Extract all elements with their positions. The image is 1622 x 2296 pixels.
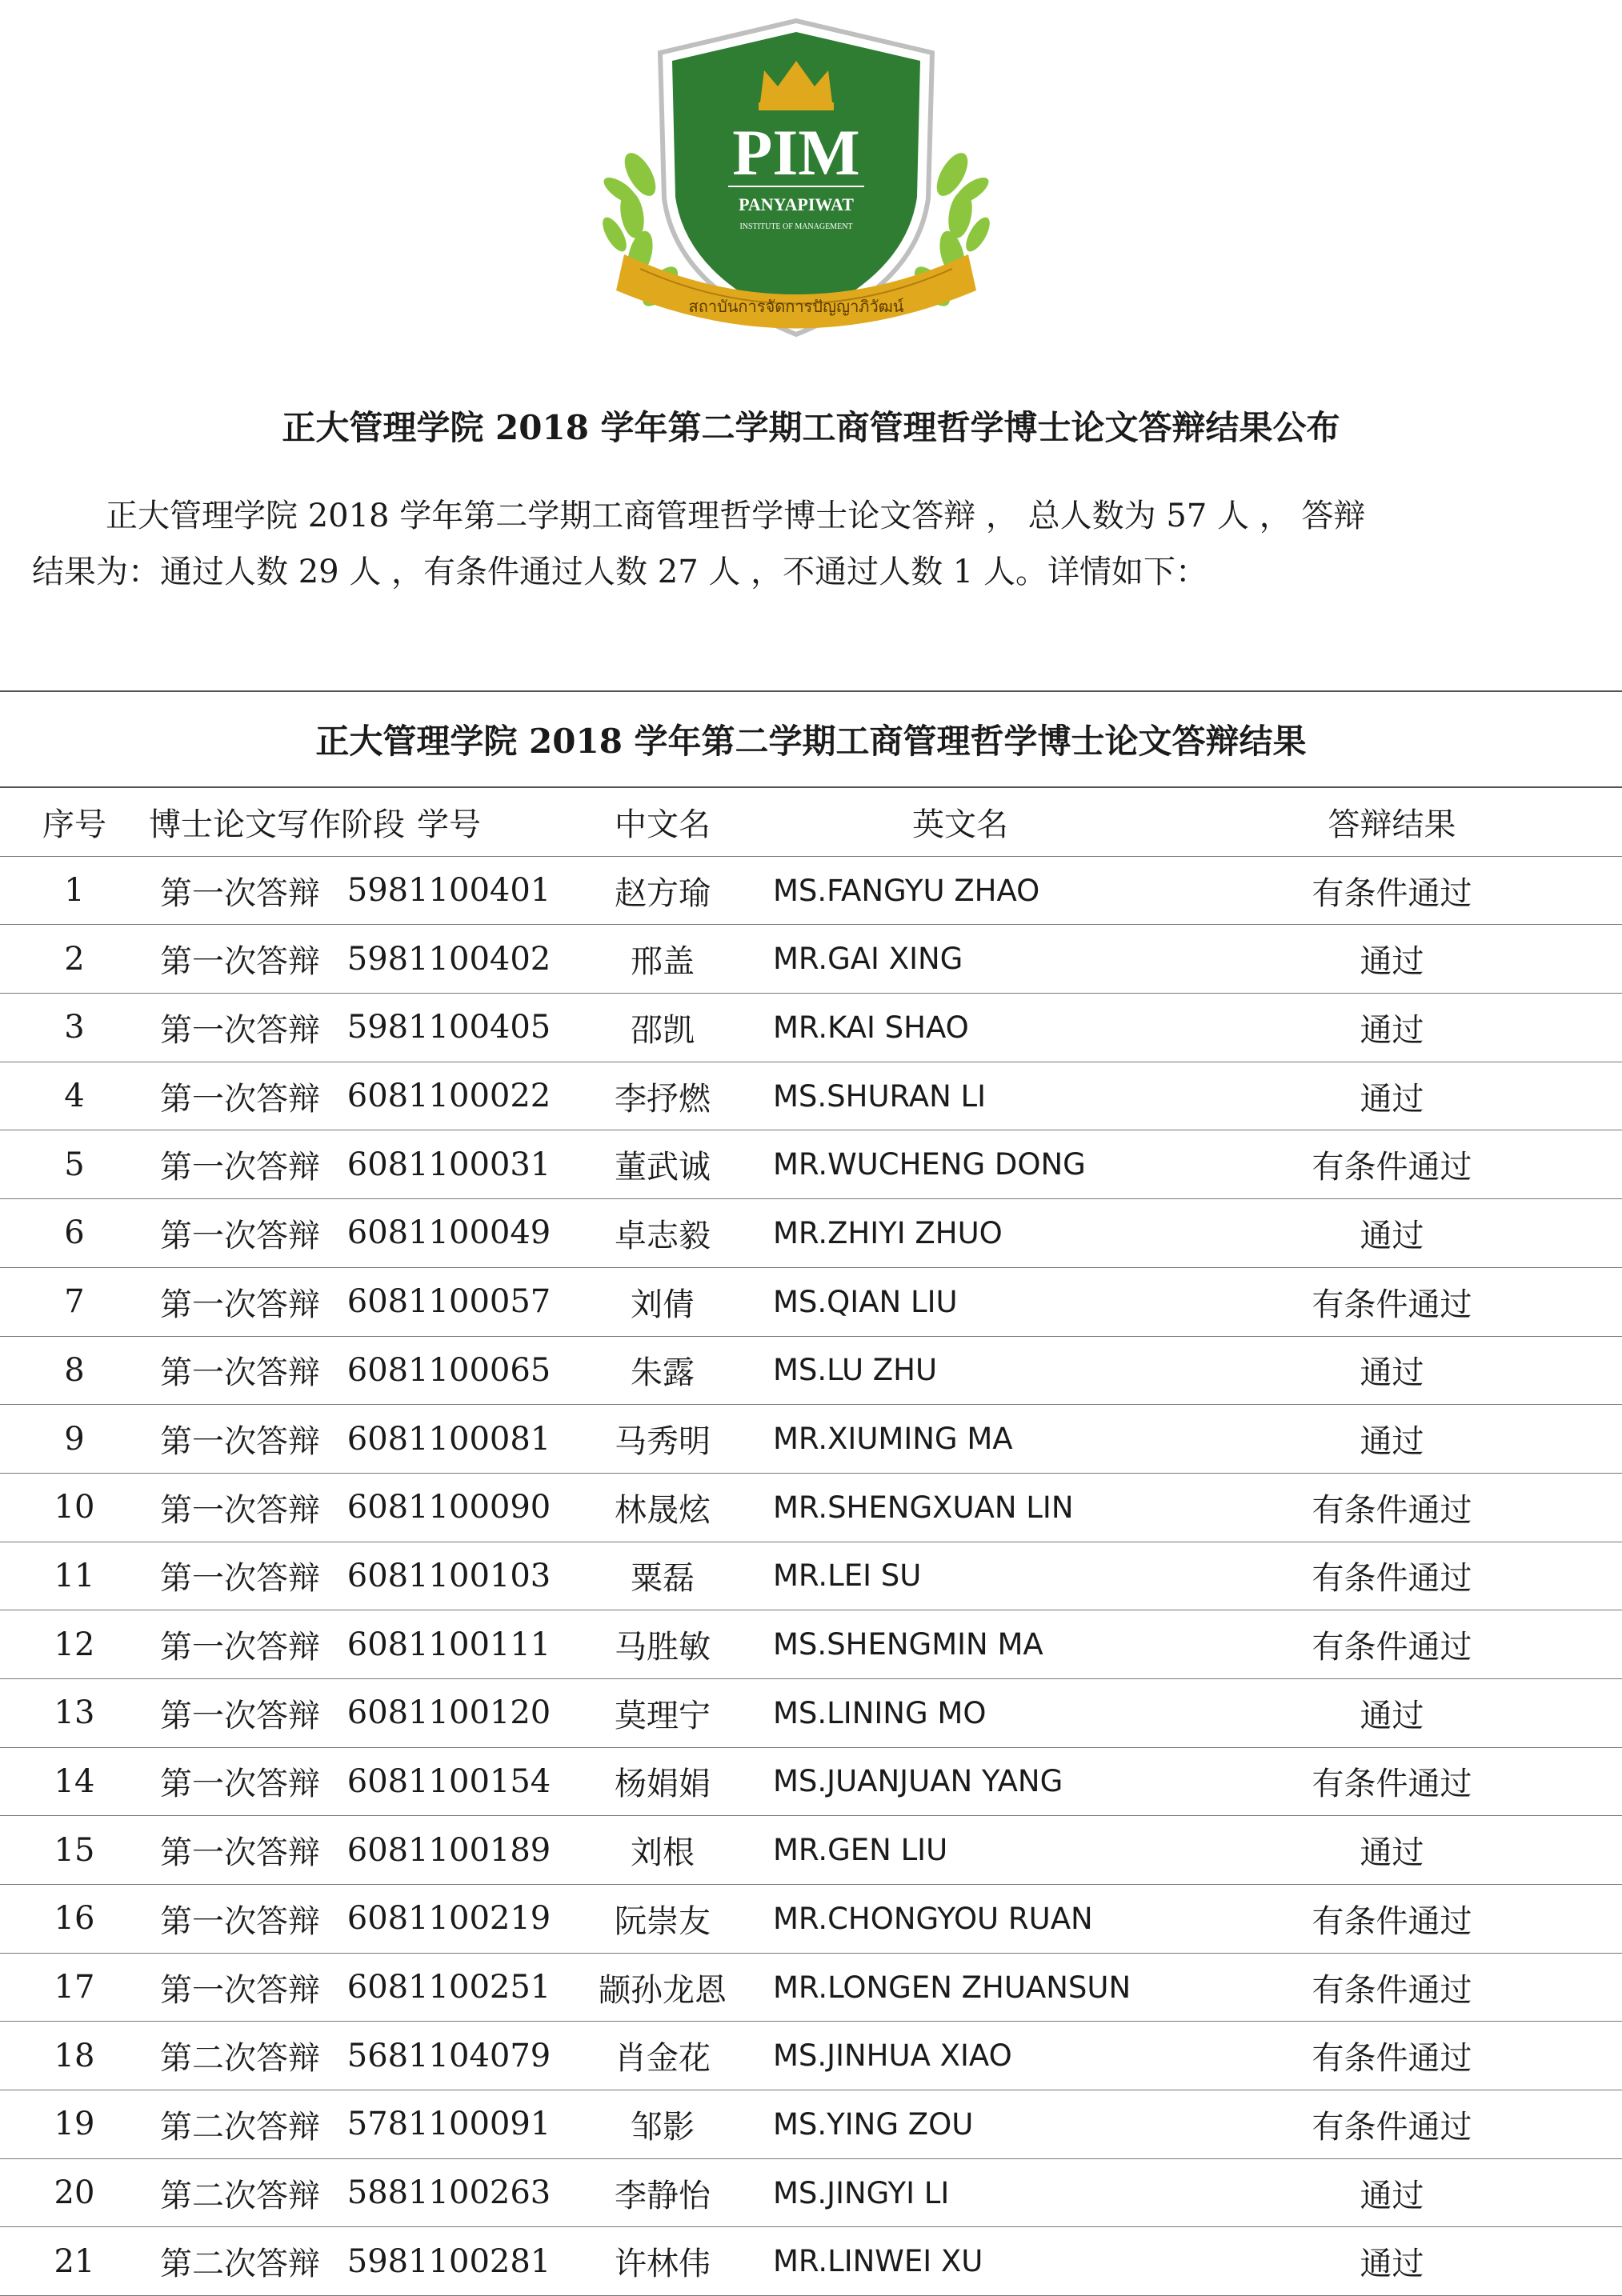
- cell-chinese-name: 杨娟娟: [567, 1747, 759, 1816]
- table-row: [0, 1473, 1622, 1542]
- table-row: [0, 1267, 1622, 1336]
- logo-sub-text: PANYAPIWAT: [739, 194, 854, 214]
- logo-main-text: PIM: [732, 116, 860, 189]
- table-row: [0, 2227, 1622, 2296]
- header-student-id: 学号: [331, 787, 567, 856]
- cell-student-id: 6081100049: [331, 1199, 567, 1268]
- cell-english-name: MS.JINGYI LI: [759, 2158, 1162, 2227]
- cell-stage: 第一次答辩: [149, 1678, 331, 1747]
- intro-line-1: 正大管理学院 2018 学年第二学期工商管理哲学博士论文答辩 ， 总人数为 57 人 ， 答辩: [106, 498, 1366, 534]
- cell-student-id: 6081100154: [331, 1747, 567, 1816]
- cell-chinese-name: 邹影: [567, 2090, 759, 2159]
- cell-index: 17: [0, 1953, 149, 2022]
- cell-index: 6: [0, 1199, 149, 1268]
- cell-index: 1: [0, 856, 149, 925]
- pim-logo: [608, 14, 984, 350]
- cell-chinese-name: 颛孙龙恩: [567, 1953, 759, 2022]
- table-row: [0, 2158, 1622, 2227]
- cell-chinese-name: 马秀明: [567, 1405, 759, 1474]
- cell-english-name: MS.LINING MO: [759, 1678, 1162, 1747]
- cell-chinese-name: 阮崇友: [567, 1885, 759, 1954]
- table-row: [0, 1678, 1622, 1747]
- cell-english-name: MS.JINHUA XIAO: [759, 2022, 1162, 2090]
- cell-student-id: 5981100281: [331, 2227, 567, 2296]
- cell-student-id: 6081100251: [331, 1953, 567, 2022]
- cell-index: 7: [0, 1267, 149, 1336]
- cell-result: 通过: [1162, 2158, 1622, 2227]
- cell-english-name: MR.XIUMING MA: [759, 1405, 1162, 1474]
- cell-chinese-name: 朱露: [567, 1336, 759, 1405]
- cell-chinese-name: 卓志毅: [567, 1199, 759, 1268]
- cell-english-name: MS.FANGYU ZHAO: [759, 856, 1162, 925]
- table-row: [0, 1542, 1622, 1610]
- cell-stage: 第一次答辩: [149, 925, 331, 994]
- cell-result: 有条件通过: [1162, 1473, 1622, 1542]
- cell-result: 通过: [1162, 1062, 1622, 1130]
- cell-stage: 第二次答辩: [149, 2022, 331, 2090]
- cell-student-id: 5981100401: [331, 856, 567, 925]
- cell-chinese-name: 邵凯: [567, 994, 759, 1062]
- table-row: [0, 1747, 1622, 1816]
- cell-index: 20: [0, 2158, 149, 2227]
- cell-student-id: 5981100405: [331, 994, 567, 1062]
- cell-stage: 第一次答辩: [149, 1816, 331, 1885]
- cell-stage: 第二次答辩: [149, 2158, 331, 2227]
- cell-index: 16: [0, 1885, 149, 1954]
- cell-english-name: MS.JUANJUAN YANG: [759, 1747, 1162, 1816]
- cell-index: 10: [0, 1473, 149, 1542]
- cell-stage: 第二次答辩: [149, 2227, 331, 2296]
- cell-english-name: MR.LEI SU: [759, 1542, 1162, 1610]
- table-row: [0, 994, 1622, 1062]
- cell-result: 通过: [1162, 2227, 1622, 2296]
- cell-student-id: 5881100263: [331, 2158, 567, 2227]
- cell-stage: 第一次答辩: [149, 1473, 331, 1542]
- cell-stage: 第一次答辩: [149, 856, 331, 925]
- cell-result: 通过: [1162, 925, 1622, 994]
- cell-chinese-name: 李抒燃: [567, 1062, 759, 1130]
- cell-student-id: 6081100219: [331, 1885, 567, 1954]
- cell-chinese-name: 刘倩: [567, 1267, 759, 1336]
- cell-index: 19: [0, 2090, 149, 2159]
- table-row: [0, 1816, 1622, 1885]
- cell-index: 12: [0, 1610, 149, 1679]
- document-title: 正大管理学院 2018 学年第二学期工商管理哲学博士论文答辩结果公布: [282, 408, 1340, 447]
- cell-chinese-name: 许林伟: [567, 2227, 759, 2296]
- cell-index: 11: [0, 1542, 149, 1610]
- header-index: 序号: [0, 787, 149, 856]
- header-english-name: 英文名: [759, 787, 1162, 856]
- cell-chinese-name: 赵方瑜: [567, 856, 759, 925]
- header-chinese-name: 中文名: [567, 787, 759, 856]
- cell-index: 4: [0, 1062, 149, 1130]
- cell-result: 有条件通过: [1162, 1885, 1622, 1954]
- cell-result: 通过: [1162, 994, 1622, 1062]
- intro-line-2: 结果为：通过人数 29 人 ，有条件通过人数 27 人 ，不通过人数 1 人。详情如下：: [32, 554, 1207, 590]
- cell-stage: 第一次答辩: [149, 1953, 331, 2022]
- cell-student-id: 6081100120: [331, 1678, 567, 1747]
- cell-chinese-name: 莫理宁: [567, 1678, 759, 1747]
- cell-index: 8: [0, 1336, 149, 1405]
- table-row: [0, 1885, 1622, 1954]
- cell-student-id: 6081100111: [331, 1610, 567, 1679]
- cell-result: 有条件通过: [1162, 1267, 1622, 1336]
- cell-chinese-name: 肖金花: [567, 2022, 759, 2090]
- cell-stage: 第一次答辩: [149, 1062, 331, 1130]
- cell-student-id: 5681104079: [331, 2022, 567, 2090]
- cell-english-name: MS.QIAN LIU: [759, 1267, 1162, 1336]
- cell-stage: 第一次答辩: [149, 1747, 331, 1816]
- cell-english-name: MR.LINWEI XU: [759, 2227, 1162, 2296]
- cell-student-id: 6081100103: [331, 1542, 567, 1610]
- cell-english-name: MR.GAI XING: [759, 925, 1162, 994]
- cell-chinese-name: 林晟炫: [567, 1473, 759, 1542]
- table-body: [0, 856, 1622, 2295]
- cell-student-id: 6081100057: [331, 1267, 567, 1336]
- cell-student-id: 6081100022: [331, 1062, 567, 1130]
- cell-english-name: MS.YING ZOU: [759, 2090, 1162, 2159]
- table-row: [0, 1336, 1622, 1405]
- cell-english-name: MR.KAI SHAO: [759, 994, 1162, 1062]
- cell-stage: 第一次答辩: [149, 1267, 331, 1336]
- pim-logo-emblem: [608, 14, 984, 350]
- cell-english-name: MR.CHONGYOU RUAN: [759, 1885, 1162, 1954]
- results-table-container: [0, 690, 1622, 2296]
- table-row: [0, 1062, 1622, 1130]
- cell-result: 有条件通过: [1162, 856, 1622, 925]
- cell-index: 18: [0, 2022, 149, 2090]
- cell-stage: 第一次答辩: [149, 1542, 331, 1610]
- cell-chinese-name: 李静怡: [567, 2158, 759, 2227]
- logo-tagline: INSTITUTE OF MANAGEMENT: [739, 222, 853, 231]
- table-row: [0, 1405, 1622, 1474]
- cell-english-name: MR.GEN LIU: [759, 1816, 1162, 1885]
- cell-index: 14: [0, 1747, 149, 1816]
- table-row: [0, 925, 1622, 994]
- cell-english-name: MR.SHENGXUAN LIN: [759, 1473, 1162, 1542]
- cell-english-name: MR.WUCHENG DONG: [759, 1130, 1162, 1199]
- table-row: [0, 1610, 1622, 1679]
- header-result: 答辩结果: [1162, 787, 1622, 856]
- cell-english-name: MS.SHURAN LI: [759, 1062, 1162, 1130]
- cell-result: 有条件通过: [1162, 1130, 1622, 1199]
- table-row: [0, 2090, 1622, 2159]
- cell-stage: 第一次答辩: [149, 994, 331, 1062]
- cell-index: 21: [0, 2227, 149, 2296]
- cell-result: 有条件通过: [1162, 1610, 1622, 1679]
- cell-index: 2: [0, 925, 149, 994]
- cell-index: 3: [0, 994, 149, 1062]
- cell-chinese-name: 董武诚: [567, 1130, 759, 1199]
- logo-ribbon-text: สถาบันการจัดการปัญญาภิวัฒน์: [688, 297, 904, 316]
- cell-english-name: MR.ZHIYI ZHUO: [759, 1199, 1162, 1268]
- cell-result: 通过: [1162, 1199, 1622, 1268]
- cell-stage: 第一次答辩: [149, 1130, 331, 1199]
- cell-student-id: 6081100090: [331, 1473, 567, 1542]
- cell-result: 通过: [1162, 1678, 1622, 1747]
- cell-stage: 第一次答辩: [149, 1405, 331, 1474]
- table-row: [0, 2022, 1622, 2090]
- cell-index: 13: [0, 1678, 149, 1747]
- cell-stage: 第一次答辩: [149, 1336, 331, 1405]
- cell-english-name: MS.LU ZHU: [759, 1336, 1162, 1405]
- cell-result: 有条件通过: [1162, 2022, 1622, 2090]
- cell-student-id: 6081100065: [331, 1336, 567, 1405]
- table-header-row: [0, 787, 1622, 856]
- cell-chinese-name: 邢盖: [567, 925, 759, 994]
- table-row: [0, 1130, 1622, 1199]
- cell-student-id: 6081100081: [331, 1405, 567, 1474]
- cell-result: 有条件通过: [1162, 1953, 1622, 2022]
- cell-chinese-name: 粟磊: [567, 1542, 759, 1610]
- cell-result: 有条件通过: [1162, 1747, 1622, 1816]
- cell-stage: 第一次答辩: [149, 1610, 331, 1679]
- table-row: [0, 856, 1622, 925]
- cell-result: 通过: [1162, 1816, 1622, 1885]
- cell-chinese-name: 马胜敏: [567, 1610, 759, 1679]
- cell-english-name: MS.SHENGMIN MA: [759, 1610, 1162, 1679]
- results-table: [0, 786, 1622, 2296]
- table-row: [0, 1199, 1622, 1268]
- cell-result: 有条件通过: [1162, 1542, 1622, 1610]
- cell-index: 9: [0, 1405, 149, 1474]
- table-title: 正大管理学院 2018 学年第二学期工商管理哲学博士论文答辩结果: [0, 690, 1622, 786]
- cell-student-id: 6081100189: [331, 1816, 567, 1885]
- cell-student-id: 5781100091: [331, 2090, 567, 2159]
- cell-student-id: 5981100402: [331, 925, 567, 994]
- cell-index: 15: [0, 1816, 149, 1885]
- cell-english-name: MR.LONGEN ZHUANSUN: [759, 1953, 1162, 2022]
- table-row: [0, 1953, 1622, 2022]
- cell-stage: 第一次答辩: [149, 1885, 331, 1954]
- header-stage: 博士论文写作阶段: [149, 787, 331, 856]
- cell-stage: 第一次答辩: [149, 1199, 331, 1268]
- intro-paragraph: [32, 488, 1584, 600]
- cell-result: 通过: [1162, 1336, 1622, 1405]
- cell-stage: 第二次答辩: [149, 2090, 331, 2159]
- cell-result: 通过: [1162, 1405, 1622, 1474]
- cell-chinese-name: 刘根: [567, 1816, 759, 1885]
- cell-result: 有条件通过: [1162, 2090, 1622, 2159]
- cell-student-id: 6081100031: [331, 1130, 567, 1199]
- cell-index: 5: [0, 1130, 149, 1199]
